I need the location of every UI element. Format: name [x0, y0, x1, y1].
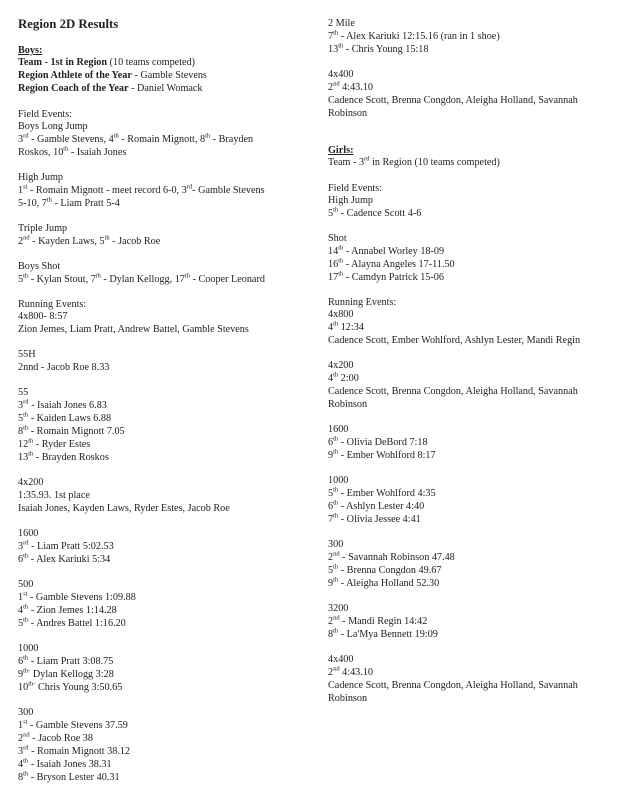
result-row: 3rd - Isaiah Jones 6.83 [18, 398, 107, 411]
boys-300-title: 300 [18, 707, 34, 718]
girls-4x400-result: 2nd 4:43.10 [328, 665, 373, 678]
boys-running-events-heading: Running Events: [18, 299, 87, 310]
result-row: 6th - Liam Pratt 3:08.75 [18, 654, 114, 667]
girls-4x800-result: 4th 12:34 [328, 320, 364, 333]
boys-long-jump-line-1: 3rd - Gamble Stevens, 4th - Romain Mignott, 8th - Brayden [18, 132, 254, 145]
boys-4x200-time: 1:35.93. 1st place [18, 490, 90, 501]
girls-300-title: 300 [328, 539, 344, 550]
girls-1000-title: 1000 [328, 475, 349, 486]
result-row: 8th - Romain Mignott 7.05 [18, 424, 125, 437]
result-row: 5th - Brenna Congdon 49.67 [328, 563, 442, 576]
boys-heading: Boys: [18, 45, 43, 56]
boys-2mile-title: 2 Mile [328, 18, 355, 29]
girls-shot-title: Shot [328, 233, 347, 244]
result-row: 3rd - Liam Pratt 5:02.53 [18, 539, 114, 552]
boys-4x200-title: 4x200 [18, 477, 44, 488]
result-row: 5th - Ember Wohlford 4:35 [328, 486, 436, 499]
girls-4x800-title: 4x800 [328, 309, 354, 320]
boys-55h-title: 55H [18, 349, 36, 360]
boys-high-jump-line-1: 1st - Romain Mignott - meet record 6-0, 3rd- Gamble Stevens [18, 183, 265, 196]
girls-3200-title: 3200 [328, 603, 349, 614]
girls-heading: Girls: [328, 145, 354, 156]
girls-4x200-names-1: Cadence Scott, Brenna Congdon, Aleigha Holland, Savannah [328, 386, 578, 397]
result-row: 5th - Kaiden Laws 6.88 [18, 411, 112, 424]
boys-55h-line: 2nnd - Jacob Roe 8.33 [18, 362, 110, 373]
boys-shot-line: 5th - Kylan Stout, 7th - Dylan Kellogg, 17th - Cooper Leonard [18, 272, 265, 285]
result-row: 6th - Alex Kariuki 5:34 [18, 552, 111, 565]
result-row: 2nd - Savannah Robinson 47.48 [328, 550, 455, 563]
result-row: $10^{th-}$ Chris Young 3:50.65 [18, 680, 123, 693]
athlete-of-year-line: Region Athlete of the Year - Gamble Stevens [18, 70, 207, 81]
result-row: 2nd - Mandi Regin 14:42 [328, 614, 428, 627]
page-title: Region 2D Results [18, 17, 119, 31]
result-row: 14th - Annabel Worley 18-09 [328, 244, 445, 257]
girls-4x800-names: Cadence Scott, Ember Wohlford, Ashlyn Lester, Mandi Regin [328, 335, 581, 346]
result-row: 1st - Gamble Stevens 1:09.88 [18, 590, 136, 603]
boys-high-jump-title: High Jump [18, 172, 63, 183]
boys-high-jump-line-2: 5-10, 7th - Liam Pratt 5-4 [18, 196, 120, 209]
boys-shot-title: Boys Shot [18, 261, 61, 272]
girls-4x200-names-2: Robinson [328, 399, 368, 410]
result-row: 2nd - Jacob Roe 38 [18, 731, 93, 744]
result-row: 8th - La'Mya Bennett 19:09 [328, 627, 438, 640]
result-row: 4th - Isaiah Jones 38.31 [18, 757, 112, 770]
girls-4x400-names-2: Robinson [328, 693, 368, 704]
girls-running-events-heading: Running Events: [328, 297, 397, 308]
girls-high-jump-line: 5th - Cadence Scott 4-6 [328, 206, 422, 219]
result-row: 3rd - Romain Mignott 38.12 [18, 744, 131, 757]
girls-1600-title: 1600 [328, 424, 349, 435]
result-row: 6th - Ashlyn Lester 4:40 [328, 499, 425, 512]
result-row: 1st - Gamble Stevens 37.59 [18, 718, 128, 731]
boys-4x400-title: 4x400 [328, 69, 354, 80]
boys-4x400-names-2: Robinson [328, 108, 368, 119]
girls-4x200-result: 4th 2:00 [328, 371, 359, 384]
boys-1600-title: 1600 [18, 528, 39, 539]
coach-of-year-line: Region Coach of the Year - Daniel Womack [18, 83, 203, 94]
boys-500-title: 500 [18, 579, 34, 590]
result-row: 4th - Zion Jemes 1:14.28 [18, 603, 117, 616]
result-row: 17th - Camdyn Patrick 15-06 [328, 270, 444, 283]
boys-4x800-names: Zion Jemes, Liam Pratt, Andrew Battel, Gamble Stevens [18, 324, 249, 335]
boys-triple-jump-line: 2nd - Kayden Laws, 5th - Jacob Roe [18, 234, 161, 247]
result-row: 9th - Ember Wohlford 8:17 [328, 448, 436, 461]
boys-triple-jump-title: Triple Jump [18, 223, 68, 234]
girls-4x200-title: 4x200 [328, 360, 354, 371]
girls-4x400-title: 4x400 [328, 654, 354, 665]
girls-team-line: Team - 3rd in Region (10 teams competed) [328, 155, 500, 168]
result-row: 9th - Aleigha Holland 52.30 [328, 576, 440, 589]
result-row: 5th - Andres Battel 1:16.20 [18, 616, 126, 629]
result-row: 13th - Chris Young 15:18 [328, 42, 429, 55]
result-row: 7th - Olivia Jessee 4:41 [328, 512, 421, 525]
boys-4x400-result: 2nd 4:43.10 [328, 80, 373, 93]
boys-4x800-title: 4x800- 8:57 [18, 311, 68, 322]
boys-long-jump-title: Boys Long Jump [18, 121, 88, 132]
girls-high-jump-title: High Jump [328, 195, 373, 206]
boys-team-line: Team - 1st in Region (10 teams competed) [18, 57, 196, 68]
result-row: $9^{th-}$ Dylan Kellogg 3:28 [18, 667, 114, 680]
boys-1000-title: 1000 [18, 643, 39, 654]
boys-4x200-names: Isaiah Jones, Kayden Laws, Ryder Estes, Jacob Roe [18, 503, 230, 514]
boys-field-events-heading: Field Events: [18, 109, 73, 120]
boys-55-title: 55 [18, 387, 29, 398]
result-row: 12th - Ryder Estes [18, 437, 91, 450]
result-row: 7th - Alex Kariuki 12:15.16 (ran in 1 shoe) [328, 29, 500, 42]
girls-4x400-names-1: Cadence Scott, Brenna Congdon, Aleigha Holland, Savannah [328, 680, 578, 691]
boys-4x400-names-1: Cadence Scott, Brenna Congdon, Aleigha Holland, Savannah [328, 95, 578, 106]
girls-field-events-heading: Field Events: [328, 183, 383, 194]
result-row: 13th - Brayden Roskos [18, 450, 109, 463]
result-row: 6th - Olivia DeBord 7:18 [328, 435, 428, 448]
result-row: 16th - Alayna Angeles 17-11.50 [328, 257, 455, 270]
boys-long-jump-line-2: Roskos, 10th - Isaiah Jones [18, 145, 127, 158]
result-row: 8th - Bryson Lester 40.31 [18, 770, 120, 783]
